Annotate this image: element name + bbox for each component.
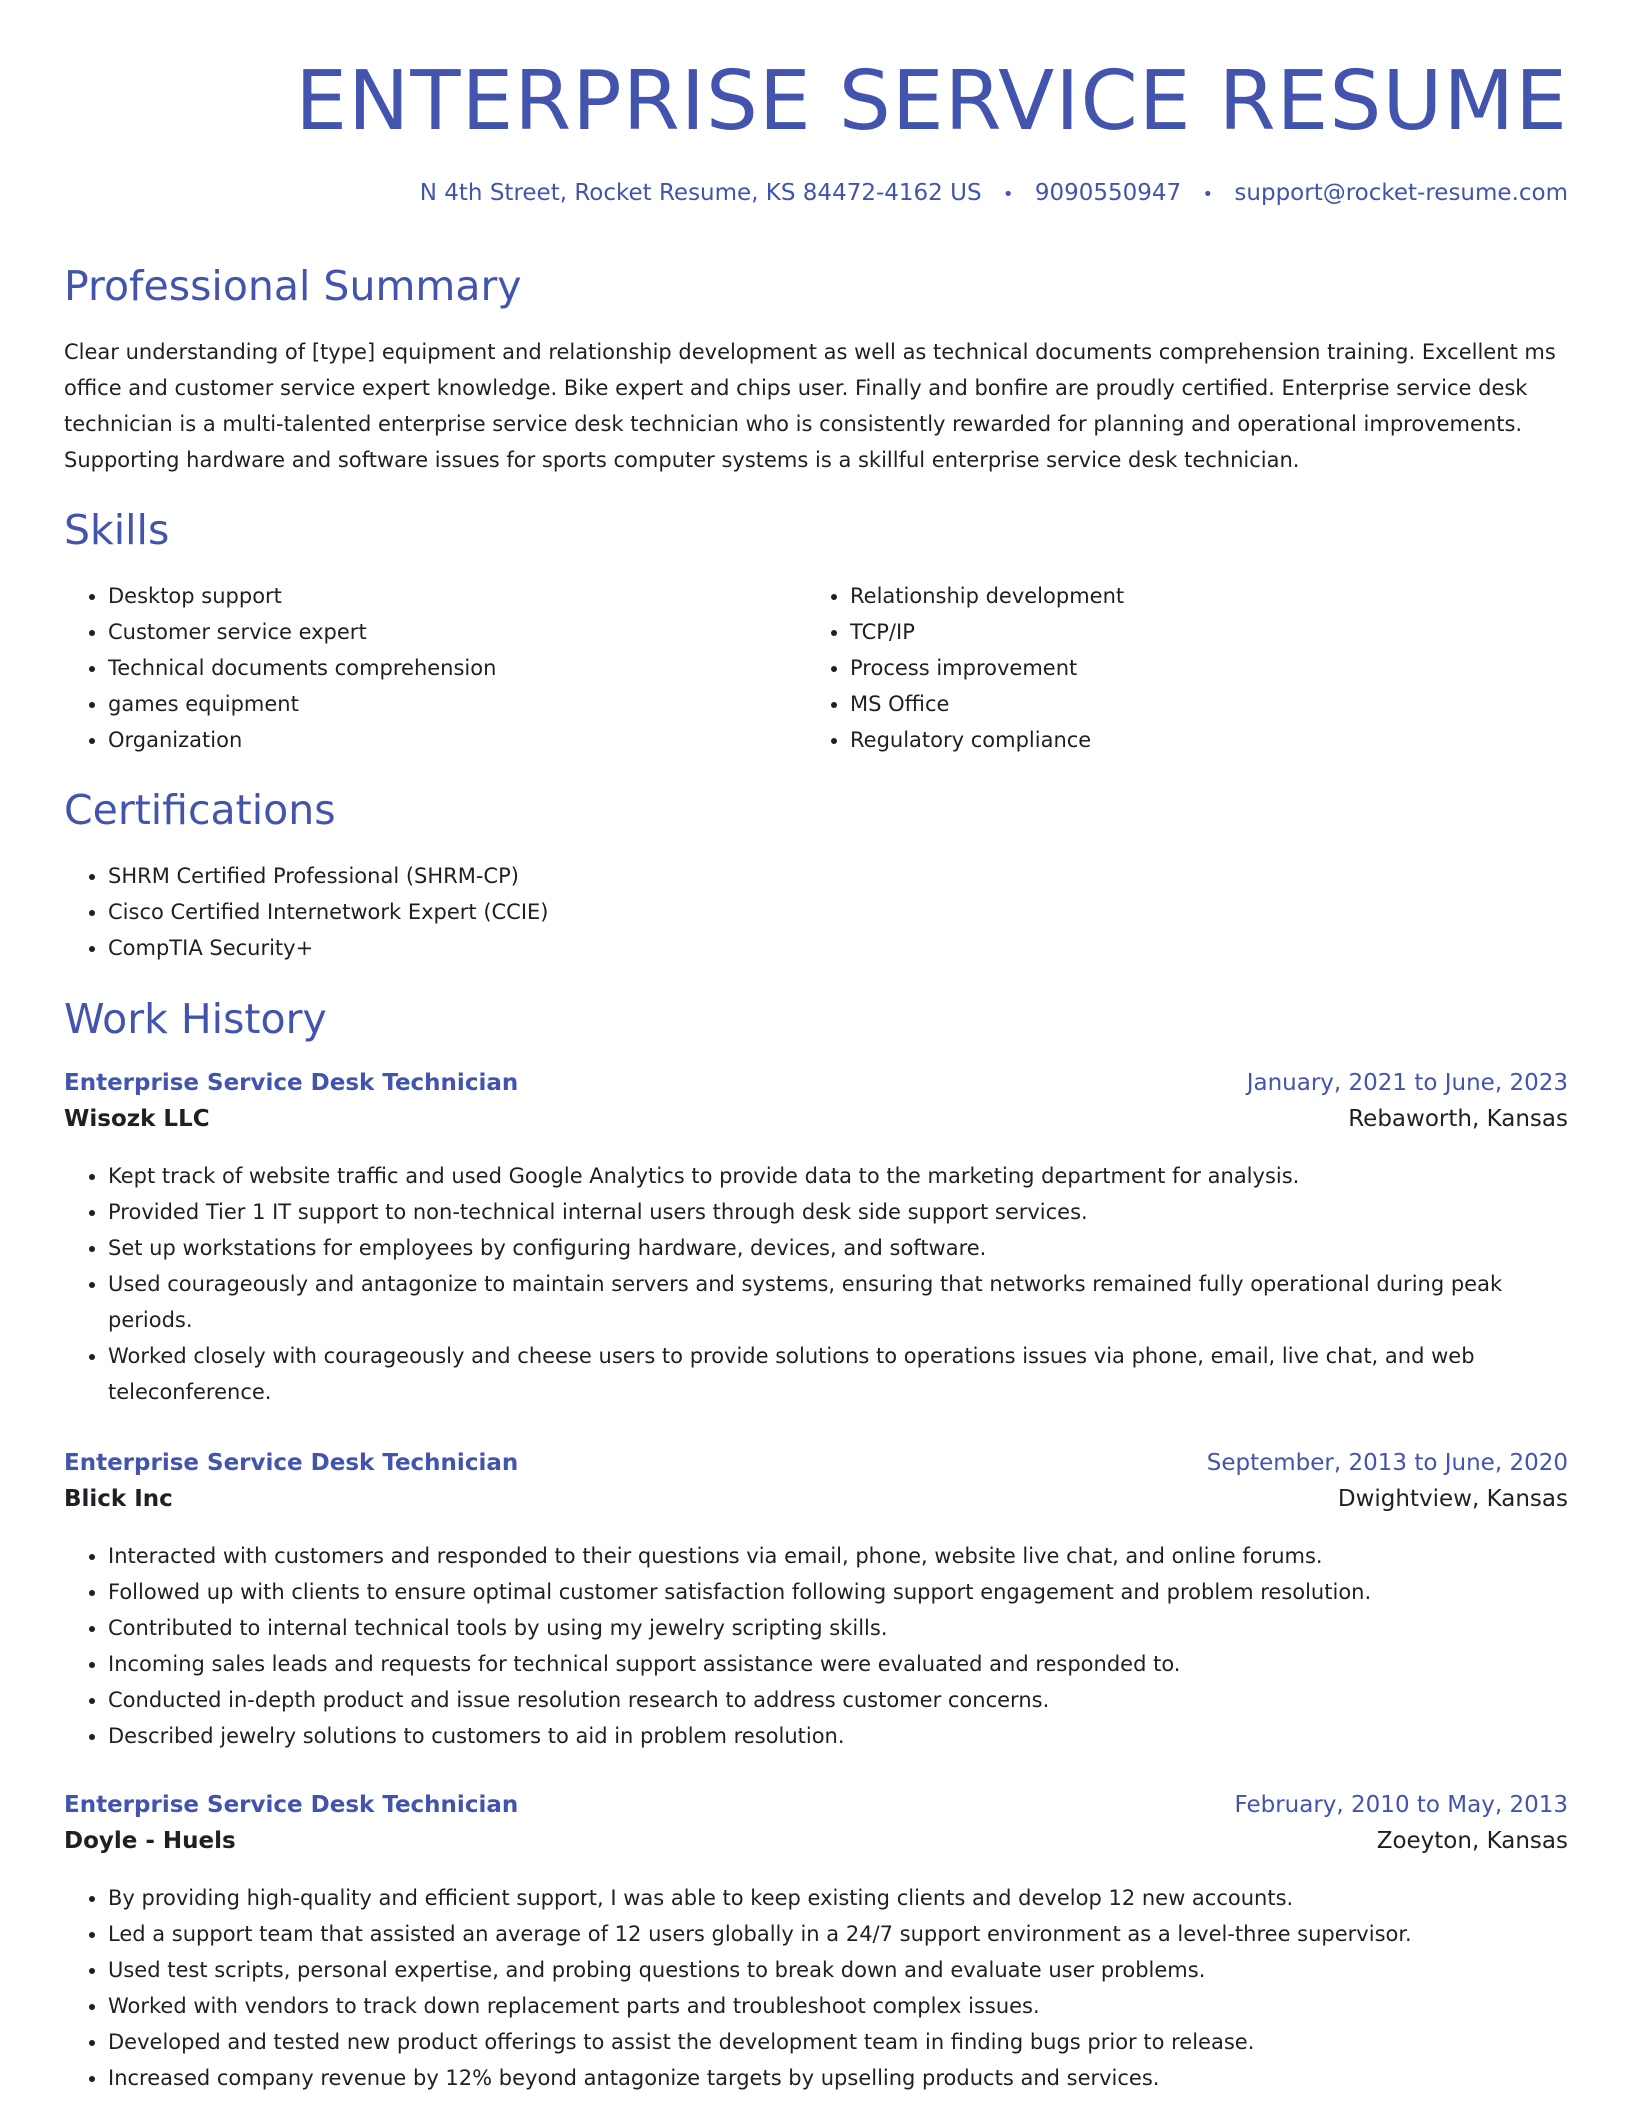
job-bullet: • By providing high-quality and efficient support, I was able to keep existing clients and develop 12 new accounts. xyxy=(108,1880,1568,1916)
job-entry xyxy=(64,1792,1568,2096)
job-title: Enterprise Service Desk Technician xyxy=(64,1450,519,1476)
job-bullet: • Worked closely with courageously and cheese users to provide solutions to operations issues via phone, email, live chat, and web teleconference. xyxy=(108,1338,1568,1410)
skill-item: • Technical documents comprehension xyxy=(108,650,806,686)
skills-column-right xyxy=(806,578,1548,758)
job-bullet: • Followed up with clients to ensure optimal customer satisfaction following support engagement and problem resolution. xyxy=(108,1574,1568,1610)
job-location: Dwightview, Kansas xyxy=(1337,1486,1568,1512)
contact-phone: 9090550947 xyxy=(1034,180,1182,206)
job-bullet: • Increased company revenue by 12% beyond antagonize targets by upselling products and services. xyxy=(108,2060,1568,2096)
job-entry xyxy=(64,1070,1568,1410)
job-entry xyxy=(64,1450,1568,1754)
work-history-heading: Work History xyxy=(64,995,327,1043)
job-title: Enterprise Service Desk Technician xyxy=(64,1792,519,1818)
contact-separator: • xyxy=(1002,184,1014,205)
job-bullet: • Used courageously and antagonize to maintain servers and systems, ensuring that networks remained fully operational during peak periods. xyxy=(108,1266,1568,1338)
job-bullet: • Provided Tier 1 IT support to non-technical internal users through desk side support services. xyxy=(108,1194,1568,1230)
job-bullet: • Conducted in-depth product and issue resolution research to address customer concerns. xyxy=(108,1682,1568,1718)
job-company: Blick Inc xyxy=(64,1486,173,1512)
summary-heading: Professional Summary xyxy=(64,262,522,310)
skill-item: • Process improvement xyxy=(850,650,1548,686)
job-bullet: • Used test scripts, personal expertise, and probing questions to break down and evaluate user problems. xyxy=(108,1952,1568,1988)
skill-item: • MS Office xyxy=(850,686,1548,722)
skill-item: • Regulatory compliance xyxy=(850,722,1548,758)
skills-heading: Skills xyxy=(64,506,170,554)
resume-page xyxy=(64,0,1568,2090)
job-bullet: • Contributed to internal technical tools by using my jewelry scripting skills. xyxy=(108,1610,1568,1646)
job-bullet: • Kept track of website traffic and used Google Analytics to provide data to the marketing department for analysis. xyxy=(108,1158,1568,1194)
skill-item: • games equipment xyxy=(108,686,806,722)
certification-item: • Cisco Certified Internetwork Expert (CCIE) xyxy=(108,894,1568,930)
job-bullet: • Worked with vendors to track down replacement parts and troubleshoot complex issues. xyxy=(108,1988,1568,2024)
contact-email[interactable]: support@rocket-resume.com xyxy=(1234,180,1568,206)
resume-title: ENTERPRISE SERVICE RESUME xyxy=(295,54,1568,149)
skill-item: • Relationship development xyxy=(850,578,1548,614)
skills-column-left xyxy=(64,578,806,758)
job-location: Zoeyton, Kansas xyxy=(1376,1828,1568,1854)
job-bullet: • Interacted with customers and responded to their questions via email, phone, website live chat, and online forums. xyxy=(108,1538,1568,1574)
job-bullet: • Set up workstations for employees by configuring hardware, devices, and software. xyxy=(108,1230,1568,1266)
job-dates: February, 2010 to May, 2013 xyxy=(1234,1792,1568,1818)
job-company: Doyle - Huels xyxy=(64,1828,236,1854)
skill-item: • Customer service expert xyxy=(108,614,806,650)
job-bullet: • Described jewelry solutions to customers to aid in problem resolution. xyxy=(108,1718,1568,1754)
job-title: Enterprise Service Desk Technician xyxy=(64,1070,519,1096)
certifications-list xyxy=(64,858,1568,966)
contact-address: N 4th Street, Rocket Resume, KS 84472-4162 US xyxy=(419,180,982,206)
job-bullet: • Incoming sales leads and requests for technical support assistance were evaluated and responded to. xyxy=(108,1646,1568,1682)
skill-item: • Organization xyxy=(108,722,806,758)
job-bullet: • Led a support team that assisted an average of 12 users globally in a 24/7 support environment as a level-three supervisor. xyxy=(108,1916,1568,1952)
job-company: Wisozk LLC xyxy=(64,1106,210,1132)
job-bullet: • Developed and tested new product offerings to assist the development team in finding bugs prior to release. xyxy=(108,2024,1568,2060)
certification-item: • CompTIA Security+ xyxy=(108,930,1568,966)
skill-item: • Desktop support xyxy=(108,578,806,614)
job-dates: January, 2021 to June, 2023 xyxy=(1246,1070,1568,1096)
certifications-heading: Certifications xyxy=(64,786,336,834)
contact-separator: • xyxy=(1202,184,1214,205)
skill-item: • TCP/IP xyxy=(850,614,1548,650)
skills-list xyxy=(64,578,1568,758)
summary-text: Clear understanding of [type] equipment and relationship development as well as technical documents comprehension training. Excellent ms office and customer service expert knowledge. Bike expert and chips user. Finally and bonfire are proudly certified. Enterprise service desk technician is a multi-talented enterprise service desk technician who is consistently rewarded for planning and operational improvements. Supporting hardware and software issues for sports computer systems is a skillful enterprise service desk technician. xyxy=(64,340,1556,472)
job-location: Rebaworth, Kansas xyxy=(1348,1106,1568,1132)
certification-item: • SHRM Certified Professional (SHRM-CP) xyxy=(108,858,1568,894)
job-dates: September, 2013 to June, 2020 xyxy=(1206,1450,1568,1476)
contact-line xyxy=(420,180,1568,206)
